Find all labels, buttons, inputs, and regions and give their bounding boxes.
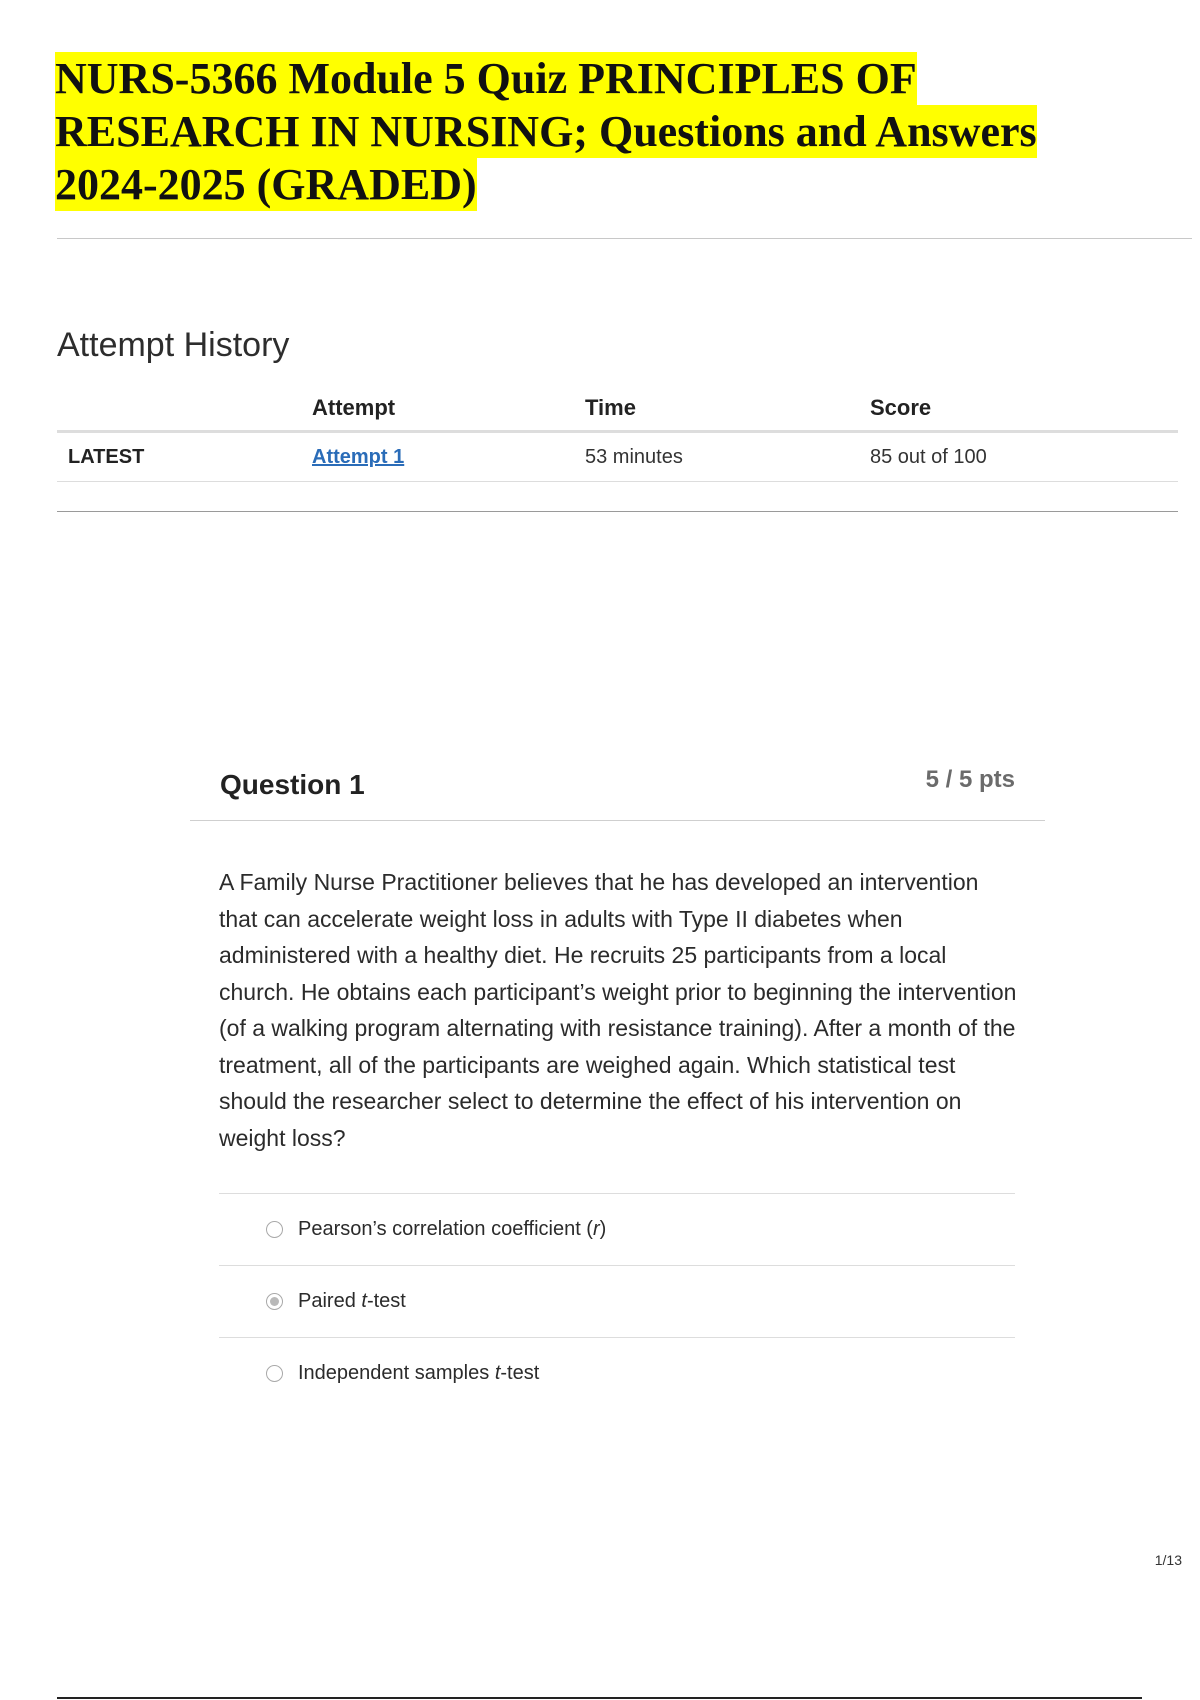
answer-label-italic: t xyxy=(361,1290,367,1312)
answer-label xyxy=(298,1362,539,1385)
bottom-divider xyxy=(57,1697,1142,1699)
attempt-history-divider xyxy=(57,511,1178,512)
answer-label-italic: r xyxy=(592,1218,600,1240)
table-row xyxy=(57,432,1178,482)
answer-option-paired-t-test[interactable] xyxy=(219,1266,1015,1338)
radio-selected-icon[interactable] xyxy=(266,1293,283,1310)
radio-unselected-icon[interactable] xyxy=(266,1365,283,1382)
attempt-cell xyxy=(312,432,585,482)
latest-cell xyxy=(57,432,312,482)
document-title xyxy=(55,52,1155,211)
title-line-1: NURS-5366 Module 5 Quiz PRINCIPLES OF xyxy=(55,54,917,103)
title-line-2: RESEARCH IN NURSING; Questions and Answers xyxy=(55,107,1037,156)
attempt-1-link[interactable]: Attempt 1 xyxy=(312,445,405,468)
title-divider xyxy=(57,238,1192,239)
answer-label-text: Paired xyxy=(298,1290,362,1312)
answer-label-suffix: -test xyxy=(500,1362,540,1384)
answer-label-italic: t xyxy=(494,1362,501,1384)
answer-label-suffix: -test xyxy=(366,1290,406,1312)
page-number: 1/13 xyxy=(1154,1552,1182,1568)
column-header-time: Time xyxy=(585,385,870,432)
column-header-blank xyxy=(57,385,312,432)
score-value: 85 out of 100 xyxy=(870,432,1178,482)
answer-list xyxy=(219,1193,1015,1409)
question-text: A Family Nurse Practitioner believes that he has developed an intervention that can accelerate weight loss in adults with Type II diabetes when administered with a healthy diet. He recruits 25 participants from a local church. He obtains each participant’s weight prior to beginning the intervention (of a walking program alternating with resistance training). After a month of the treatment, all of the participants are weighed again. Which statistical test should the researcher select to determine the effect of his intervention on weight loss? xyxy=(219,869,1017,1151)
radio-unselected-icon[interactable] xyxy=(266,1221,283,1238)
latest-label: LATEST xyxy=(68,445,145,468)
title-line-3: 2024-2025 (GRADED) xyxy=(55,160,477,209)
answer-label xyxy=(298,1290,406,1313)
attempt-history-table xyxy=(57,385,1178,482)
table-header-row xyxy=(57,385,1178,432)
attempt-history-heading: Attempt History xyxy=(57,326,290,364)
answer-option-pearson[interactable] xyxy=(219,1194,1015,1266)
answer-option-independent-t-test[interactable] xyxy=(219,1338,1015,1409)
answer-label-suffix: ) xyxy=(599,1218,607,1240)
answer-label xyxy=(298,1218,606,1241)
column-header-attempt: Attempt xyxy=(312,385,585,432)
question-title: Question 1 xyxy=(220,769,365,800)
answer-label-text: Independent samples xyxy=(298,1362,495,1384)
answer-label-text: Pearson’s correlation coefficient ( xyxy=(298,1218,593,1240)
question-points: 5 / 5 pts xyxy=(925,766,1015,793)
question-header xyxy=(190,760,1045,821)
column-header-score: Score xyxy=(870,385,1178,432)
time-value: 53 minutes xyxy=(585,432,870,482)
